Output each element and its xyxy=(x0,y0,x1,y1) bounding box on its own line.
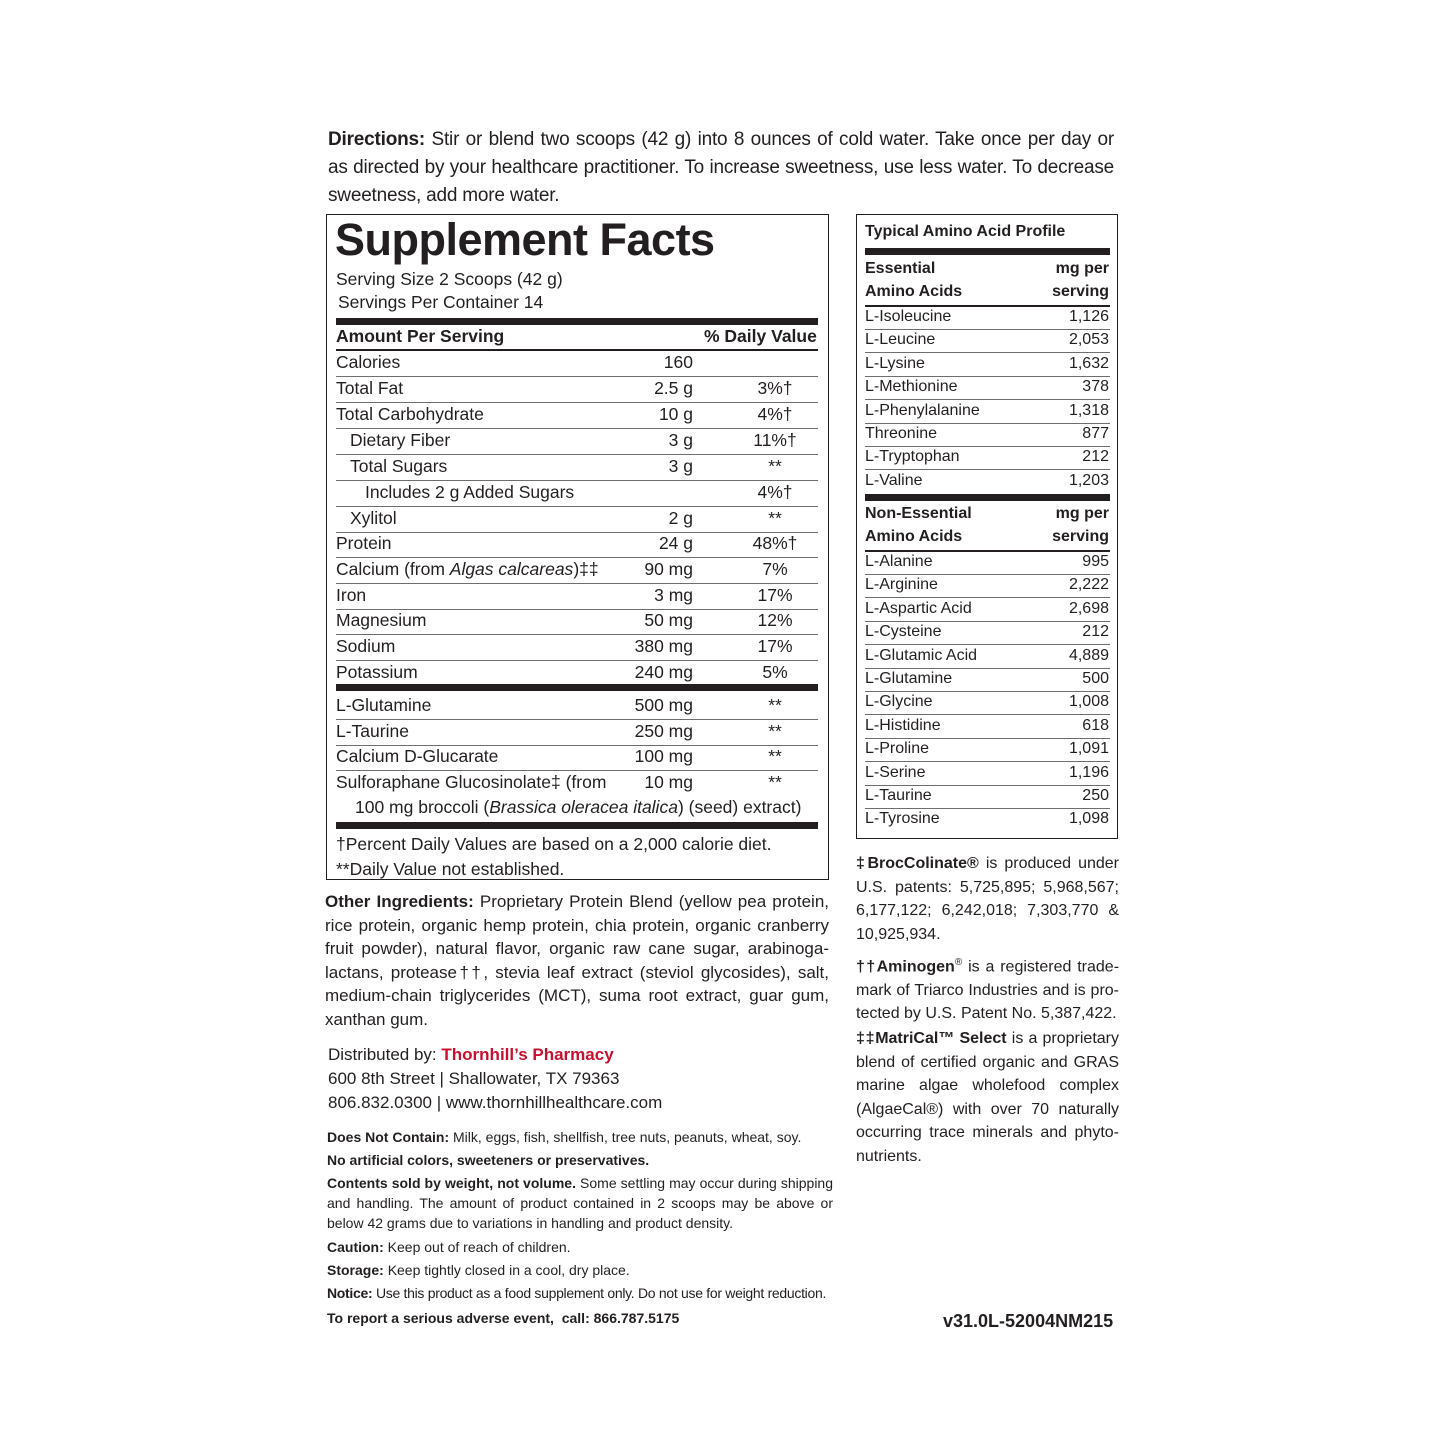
unit-header-2: serving xyxy=(1052,283,1109,300)
amino-acid-name: L-Taurine xyxy=(865,787,932,804)
distributor-contact: 806.832.0300 | www.thornhillhealthcare.com xyxy=(328,1093,663,1112)
nutrient-amount: 10 g xyxy=(658,404,693,424)
row-divider xyxy=(865,423,1110,424)
amino-acid-name: L-Arginine xyxy=(865,576,938,594)
amino-acid-name: L-Alanine xyxy=(865,553,933,570)
row-divider xyxy=(865,808,1110,809)
storage-label: Storage: xyxy=(327,1262,384,1278)
adverse-event-report: To report a serious adverse event, call: 866.787.5175 xyxy=(327,1310,680,1326)
unit-header-2: serving xyxy=(1052,528,1109,545)
thick-divider xyxy=(336,822,818,829)
nutrient-name: Potassium xyxy=(336,662,418,682)
amino-acid-name: L-Methionine xyxy=(865,378,958,396)
row-divider xyxy=(336,506,818,507)
row-divider xyxy=(336,770,818,771)
amino-acid-value: 1,098 xyxy=(1068,810,1109,828)
nutrient-name: Protein xyxy=(336,533,392,553)
thick-divider xyxy=(336,684,818,691)
nonessential-header-2: Amino Acids xyxy=(865,528,963,545)
sulforaphane-source xyxy=(355,797,801,817)
nutrient-daily-value: 48%† xyxy=(752,533,798,553)
nutrient-name: Sodium xyxy=(336,636,396,656)
amino-acid-name: L-Histidine xyxy=(865,716,941,734)
nutrient-daily-value: ** xyxy=(768,456,782,476)
amino-acid-name: Threonine xyxy=(865,425,938,442)
broccolinate-text: is produced under U.S. patents: 5,725,895; 5,968,567; 6,177,122; 6,242,018; 7,303,770 & 10,925,934. xyxy=(856,855,1119,943)
distributor-name: Thornhill’s Pharmacy xyxy=(441,1045,614,1064)
row-divider xyxy=(336,719,818,720)
amino-acid-value: 2,222 xyxy=(1068,576,1109,594)
amount-per-serving-header: Amount Per Serving xyxy=(336,326,505,346)
nutrient-name: Total Fat xyxy=(336,378,404,398)
amino-profile-title: Typical Amino Acid Profile xyxy=(865,223,1066,240)
other-ingredients-text: Proprietary Protein Blend (yellow pea protein, rice protein, organic hemp protein, chia protein, organic cranberry fruit powder), natural flavor, organic raw cane sugar, arabinogalactans, protease††, stevia leaf extract (steviol glycosides), salt, medium-chain triglycerides (MCT), suma root extract, guar gum, xanthan gum. xyxy=(325,892,829,1029)
notice-label: Notice: xyxy=(327,1285,373,1301)
nutrient-name: Total Carbohydrate xyxy=(336,404,484,424)
nutrient-name: Iron xyxy=(336,585,367,605)
row-divider xyxy=(865,761,1110,762)
other-ingredients-label: Other Ingredients: xyxy=(325,892,474,911)
nutrient-name: Total Sugars xyxy=(350,456,448,476)
daily-value-header: % Daily Value xyxy=(704,326,817,346)
nutrient-amount: 3 g xyxy=(668,456,693,476)
ingredient-amount: 10 mg xyxy=(644,772,693,792)
servings-per-container: Servings Per Container 14 xyxy=(338,292,544,312)
aminogen-label: ††Aminogen xyxy=(856,958,955,976)
essential-header-2: Amino Acids xyxy=(865,283,963,300)
nutrient-name xyxy=(336,559,599,580)
ingredient-name: Sulforaphane Glucosinolate‡ (from xyxy=(336,772,607,792)
row-divider xyxy=(865,621,1110,622)
ingredient-daily-value: ** xyxy=(768,721,782,741)
amino-acid-value: 1,632 xyxy=(1068,354,1109,372)
nutrient-amount: 50 mg xyxy=(644,610,693,630)
nutrient-name: Includes 2 g Added Sugars xyxy=(365,482,575,502)
matrical-text: is a proprietary blend of certified organic and GRAS marine algae wholefood complex (AlgaeCal®) with over 70 naturally occurring trace minerals and phytonutrients. xyxy=(856,1030,1119,1165)
unit-header-1: mg per xyxy=(1055,260,1109,277)
nutrient-name-part: Calcium (from xyxy=(336,559,450,579)
ingredient-amount: 100 mg xyxy=(634,746,693,766)
header-divider xyxy=(865,550,1110,552)
header-divider xyxy=(336,349,818,351)
ingredient-daily-value: ** xyxy=(768,746,782,766)
caution-label: Caution: xyxy=(327,1239,384,1255)
amino-acid-value: 1,126 xyxy=(1068,308,1109,325)
ingredient-name: L-Glutamine xyxy=(336,695,432,715)
contents-label: Contents sold by weight, not volume. xyxy=(327,1175,576,1191)
header-divider xyxy=(865,305,1110,307)
nutrient-name-part: )‡‡ xyxy=(573,559,599,579)
nutrient-daily-value: 5% xyxy=(762,662,788,682)
notice xyxy=(327,1283,847,1303)
nutrient-daily-value: ** xyxy=(768,508,782,528)
amino-acid-value: 1,008 xyxy=(1068,693,1109,711)
contents-text: Some settling may occur during shipping and handling. The amount of product contained in 2 scoops may be above or below 42 grams due to variations in handling and product density. xyxy=(327,1175,833,1231)
essential-header-1: Essential xyxy=(865,260,936,277)
row-divider xyxy=(336,402,818,403)
nutrient-name-species: Algas calcareas xyxy=(449,559,574,579)
ingredient-name: Calcium D-Glucarate xyxy=(336,746,499,766)
ingredient-amount: 500 mg xyxy=(634,695,693,715)
row-divider xyxy=(865,714,1110,715)
nutrient-daily-value: 7% xyxy=(762,559,788,579)
thick-divider xyxy=(336,318,818,325)
nutrient-name: Dietary Fiber xyxy=(350,430,451,450)
nutrient-amount: 3 g xyxy=(668,430,693,450)
footnote-not-established: **Daily Value not established. xyxy=(336,859,565,879)
does-not-contain xyxy=(327,1127,847,1147)
amino-acid-value: 1,196 xyxy=(1068,763,1109,781)
row-divider xyxy=(336,428,818,429)
broccolinate-note xyxy=(856,852,1119,946)
row-divider xyxy=(865,469,1110,470)
storage-text: Keep tightly closed in a cool, dry place. xyxy=(387,1262,630,1278)
amino-acid-value: 1,318 xyxy=(1068,401,1109,419)
row-divider xyxy=(336,480,818,481)
storage xyxy=(327,1260,847,1280)
notice-text: Use this product as a food supplement only. Do not use for weight reduction. xyxy=(375,1285,827,1301)
row-divider xyxy=(865,376,1110,377)
amino-acid-name: L-Tryptophan xyxy=(865,448,960,466)
row-divider xyxy=(336,583,818,584)
amino-acid-value: 2,053 xyxy=(1068,331,1109,349)
nutrient-amount: 2 g xyxy=(668,508,693,528)
nutrient-amount: 160 xyxy=(663,352,693,372)
amino-acid-value: 212 xyxy=(1082,623,1109,641)
nutrient-daily-value: 4%† xyxy=(757,404,793,424)
directions-label: Directions: xyxy=(328,129,426,150)
broccolinate-label: ‡BrocColinate® xyxy=(856,855,979,872)
amino-acid-name: L-Cysteine xyxy=(865,623,942,641)
matrical-label: ‡‡MatriCal™ Select xyxy=(856,1030,1007,1047)
amino-acid-value: 212 xyxy=(1082,448,1109,466)
ingredient-name: L-Taurine xyxy=(336,721,409,741)
sulforaphane-source-prefix: 100 mg broccoli ( xyxy=(355,797,490,817)
nutrient-daily-value: 12% xyxy=(757,610,793,630)
row-divider xyxy=(865,691,1110,692)
nutrient-daily-value: 11%† xyxy=(753,430,797,450)
contents-sold-by-weight xyxy=(327,1173,833,1233)
nutrient-amount: 3 mg xyxy=(654,585,693,605)
ingredient-daily-value: ** xyxy=(768,772,782,792)
amino-acid-value: 250 xyxy=(1082,787,1109,804)
amino-acid-name: L-Proline xyxy=(865,740,930,758)
row-divider xyxy=(336,660,818,661)
amino-acid-name: L-Serine xyxy=(865,763,926,781)
amino-acid-value: 2,698 xyxy=(1068,599,1109,617)
row-divider xyxy=(865,446,1110,447)
amino-acid-name: L-Isoleucine xyxy=(865,308,952,325)
ingredient-amount: 250 mg xyxy=(634,721,693,741)
row-divider xyxy=(336,376,818,377)
supplement-facts-title: Supplement Facts xyxy=(335,214,715,265)
amino-acid-value: 4,889 xyxy=(1068,646,1109,664)
amino-acid-name: L-Glutamic Acid xyxy=(865,646,978,664)
nutrient-daily-value: 4%† xyxy=(757,482,793,502)
ingredient-daily-value: ** xyxy=(768,695,782,715)
nutrient-amount: 90 mg xyxy=(644,559,693,579)
amino-acid-name: L-Lysine xyxy=(865,354,925,372)
nutrient-daily-value: 17% xyxy=(757,636,793,656)
row-divider xyxy=(865,597,1110,598)
row-divider xyxy=(865,738,1110,739)
directions-text: Stir or blend two scoops (42 g) into 8 ounces of cold water. Take once per day or as directed by your healthcare practitioner. To increase sweetness, use less water. To decrease sweetness, add more water. xyxy=(328,129,1114,206)
does-not-contain-text: Milk, eggs, fish, shellfish, tree nuts, peanuts, wheat, soy. xyxy=(453,1129,802,1145)
amino-acid-value: 995 xyxy=(1082,553,1109,570)
registered-mark: ® xyxy=(954,957,963,968)
row-divider xyxy=(865,329,1110,330)
distributor-line xyxy=(328,1043,828,1067)
row-divider xyxy=(336,454,818,455)
serving-size: Serving Size 2 Scoops (42 g) xyxy=(336,269,563,289)
thick-divider xyxy=(865,248,1110,255)
distributor-label: Distributed by: xyxy=(328,1045,437,1064)
unit-header-1: mg per xyxy=(1055,505,1109,522)
version-code: v31.0L-52004NM215 xyxy=(943,1311,1114,1331)
row-divider xyxy=(865,399,1110,400)
row-divider xyxy=(865,574,1110,575)
nutrient-daily-value: 17% xyxy=(757,585,793,605)
row-divider xyxy=(865,668,1110,669)
amino-acid-value: 1,203 xyxy=(1068,471,1109,489)
amino-acid-name: L-Leucine xyxy=(865,331,936,349)
distributor-address: 600 8th Street | Shallowater, TX 79363 xyxy=(328,1069,620,1088)
nutrient-amount: 2.5 g xyxy=(654,378,693,398)
amino-acid-value: 877 xyxy=(1082,425,1109,442)
matrical-note xyxy=(856,1027,1119,1168)
aminogen-text: is a registered trademark of Triarco Industries and is protected by U.S. Patent No. 5,387,422. xyxy=(856,958,1120,1023)
aminogen-note xyxy=(856,951,1119,1026)
does-not-contain-label: Does Not Contain: xyxy=(327,1129,450,1145)
amino-acid-name: L-Phenylalanine xyxy=(865,401,980,419)
sulforaphane-source-species: Brassica oleracea italica xyxy=(489,797,678,817)
amino-acid-value: 378 xyxy=(1082,378,1109,396)
thick-divider xyxy=(865,494,1110,501)
no-artificial: No artificial colors, sweeteners or preservatives. xyxy=(327,1152,650,1168)
nutrient-name: Xylitol xyxy=(350,508,397,528)
caution-text: Keep out of reach of children. xyxy=(387,1239,571,1255)
nutrient-name: Calories xyxy=(336,352,401,372)
amino-acid-value: 500 xyxy=(1082,670,1109,687)
row-divider xyxy=(865,352,1110,353)
sulforaphane-source-suffix: ) (seed) extract) xyxy=(677,797,802,817)
amino-acid-name: L-Valine xyxy=(865,471,923,489)
row-divider xyxy=(336,634,818,635)
amino-acid-value: 1,091 xyxy=(1068,740,1109,758)
nutrient-daily-value: 3%† xyxy=(757,378,793,398)
amino-acid-name: L-Tyrosine xyxy=(865,810,940,828)
other-ingredients xyxy=(325,890,829,1031)
row-divider xyxy=(865,785,1110,786)
amino-acid-value: 618 xyxy=(1082,716,1109,734)
footnote-daily-values: †Percent Daily Values are based on a 2,000 calorie diet. xyxy=(336,834,772,854)
directions-paragraph xyxy=(328,126,1114,210)
row-divider xyxy=(865,644,1110,645)
amino-acid-name: L-Glutamine xyxy=(865,670,953,687)
nutrient-name: Magnesium xyxy=(336,610,427,630)
nutrient-amount: 380 mg xyxy=(634,636,693,656)
row-divider xyxy=(336,557,818,558)
amino-acid-name: L-Aspartic Acid xyxy=(865,599,972,617)
nonessential-header-1: Non-Essential xyxy=(865,505,972,522)
caution xyxy=(327,1237,847,1257)
nutrient-amount: 240 mg xyxy=(634,662,693,682)
amino-acid-name: L-Glycine xyxy=(865,693,933,711)
nutrient-amount: 24 g xyxy=(658,533,693,553)
